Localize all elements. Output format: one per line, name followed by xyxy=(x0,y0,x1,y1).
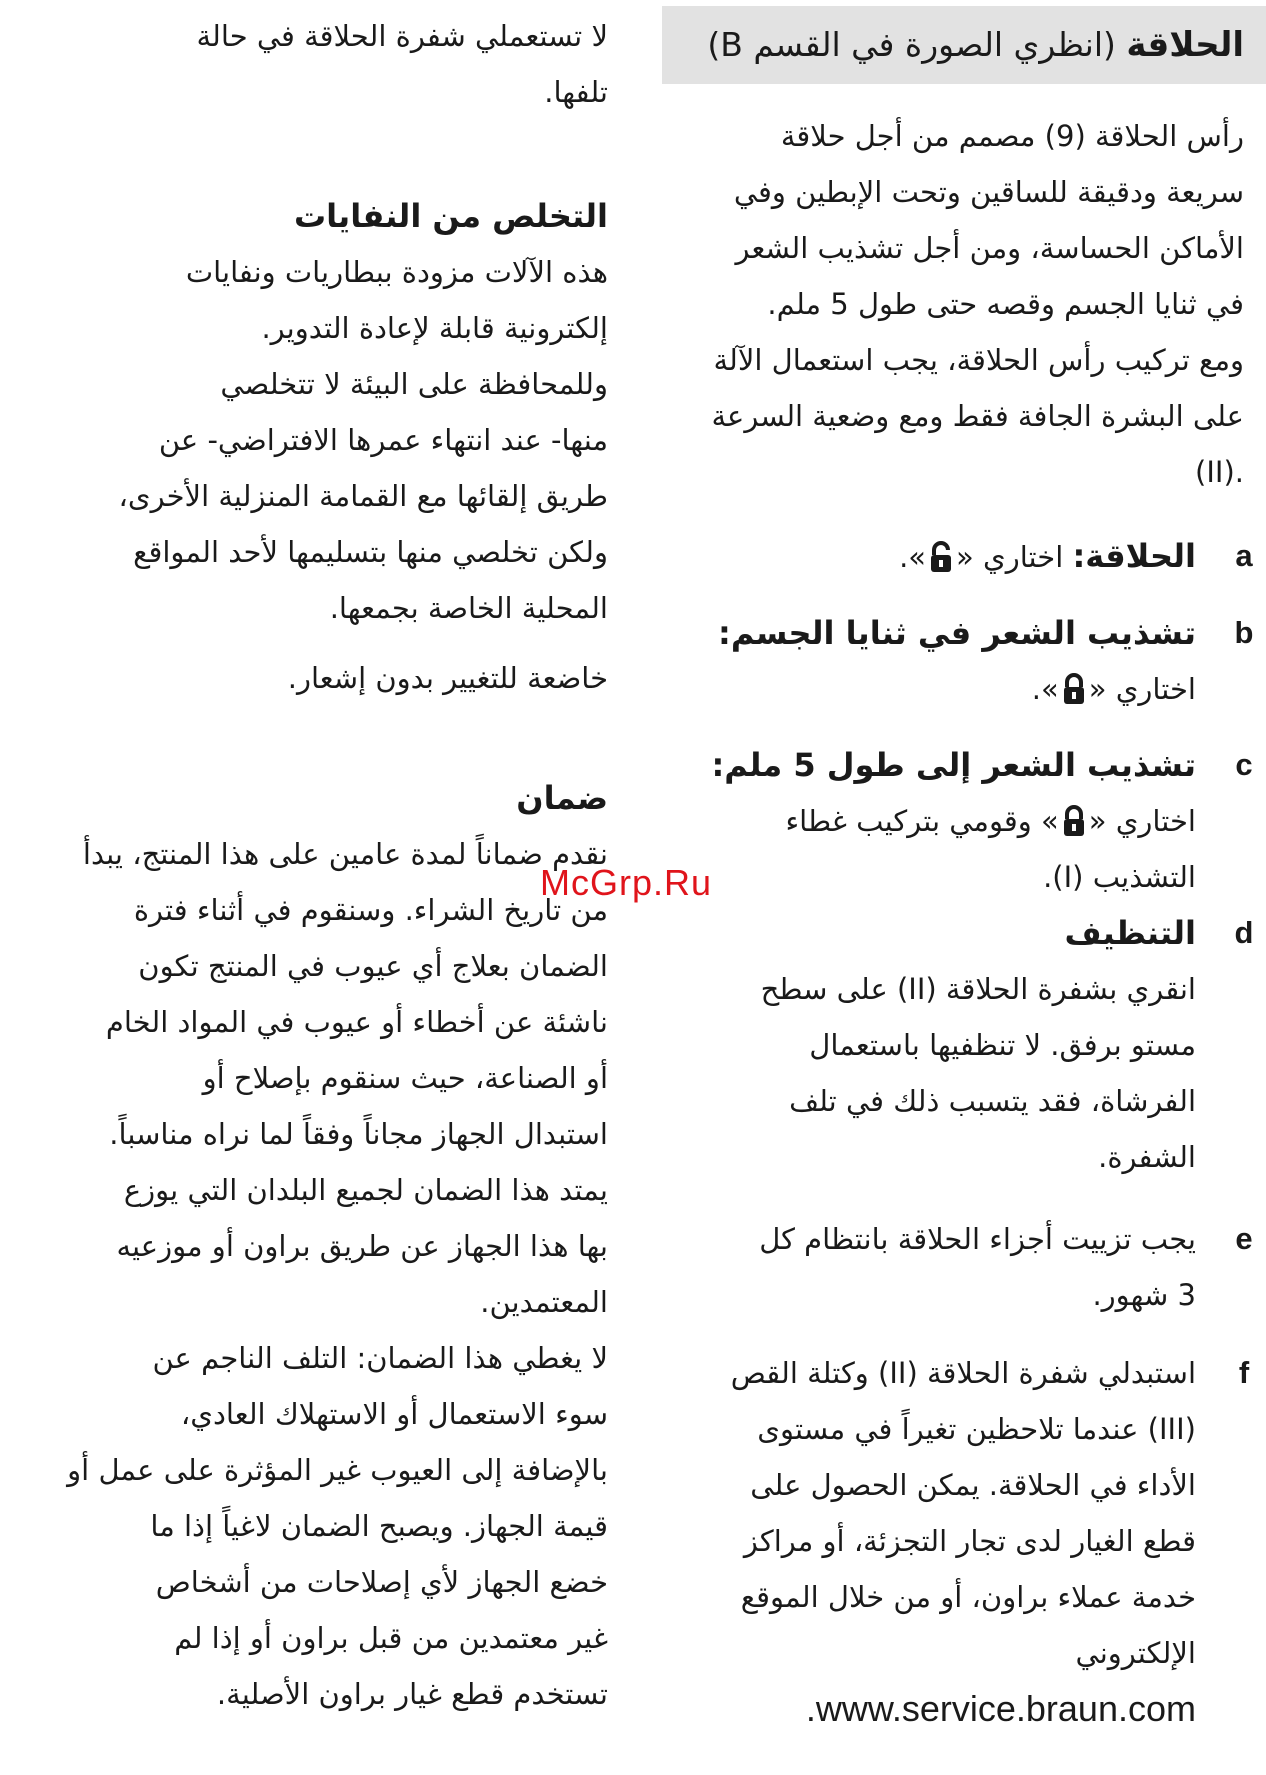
warranty-line: لا يغطي هذا الضمان: التلف الناجم عن xyxy=(152,1341,608,1375)
intro-line: رأس الحلاقة (9) مصمم من أجل حلاقة xyxy=(780,119,1244,153)
step-text: الشفرة. xyxy=(1098,1140,1196,1174)
warranty-line: خضع الجهاز لأي إصلاحات من أشخاص xyxy=(155,1565,608,1599)
step-title: الحلاقة: xyxy=(1072,537,1196,575)
disposal-title: التخلص من النفايات xyxy=(294,197,608,235)
disposal-line: إلكترونية قابلة لإعادة التدوير. xyxy=(261,311,608,345)
step-title: تشذيب الشعر في ثنايا الجسم: xyxy=(718,614,1196,652)
disposal-line: المحلية الخاصة بجمعها. xyxy=(329,591,608,625)
step-b xyxy=(662,605,1266,717)
intro-line: .(II) xyxy=(1195,455,1244,489)
intro-line: سريعة ودقيقة للساقين وتحت الإبطين وفي xyxy=(733,175,1244,209)
shaving-title: الحلاقة xyxy=(1126,25,1244,65)
warranty-line: يمتد هذا الضمان لجميع البلدان التي يوزع xyxy=(123,1173,608,1207)
blade-note xyxy=(0,8,608,120)
step-text: (III) عندما تلاحظين تغيراً في مستوى xyxy=(757,1412,1196,1446)
lock-icon xyxy=(1061,805,1087,837)
warranty-line: تستخدم قطع غيار براون الأصلية. xyxy=(216,1677,608,1711)
shaving-intro xyxy=(662,108,1266,500)
step-title: تشذيب الشعر إلى طول 5 ملم: xyxy=(711,746,1196,784)
left-column xyxy=(0,0,608,1722)
watermark: McGrp.Ru xyxy=(540,862,713,903)
step-title: التنظيف xyxy=(1064,914,1196,952)
warranty-line: أو الصناعة، حيث سنقوم بإصلاح أو xyxy=(202,1061,608,1095)
note-line: لا تستعملي شفرة الحلاقة في حالة xyxy=(196,19,608,53)
step-text: ». xyxy=(1031,672,1059,706)
step-text: الأداء في الحلاقة. يمكن الحصول على xyxy=(750,1468,1196,1502)
step-text: الإلكتروني xyxy=(1075,1636,1196,1670)
step-text: استبدلي شفرة الحلاقة (II) وكتلة القص xyxy=(730,1356,1196,1390)
shaving-reference: (انظري الصورة في القسم B) xyxy=(707,25,1116,64)
step-text: التشذيب (I). xyxy=(1043,860,1196,894)
step-letter: a xyxy=(1235,538,1253,573)
step-letter: f xyxy=(1238,1355,1250,1390)
step-d xyxy=(662,905,1266,1185)
step-text: خدمة عملاء براون، أو من خلال الموقع xyxy=(740,1580,1196,1614)
warranty-line: استبدال الجهاز مجاناً وفقاً لما نراه مناسباً. xyxy=(109,1117,608,1151)
warranty-line: بها هذا الجهاز عن طريق براون أو موزعيه xyxy=(116,1229,608,1263)
step-text: 3 شهور. xyxy=(1092,1278,1196,1312)
step-text: اختاري « xyxy=(956,540,1064,574)
service-url[interactable]: www.service.braun.com. xyxy=(805,1688,1196,1729)
step-text: قطع الغيار لدى تجار التجزئة، أو مراكز xyxy=(743,1524,1196,1558)
step-text: الفرشاة، فقد يتسبب ذلك في تلف xyxy=(789,1084,1196,1118)
warranty-line: غير معتمدين من قبل براون أو إذا لم xyxy=(174,1621,608,1655)
warranty-line: المعتمدين. xyxy=(480,1285,608,1319)
intro-line: في ثنايا الجسم وقصه حتى طول 5 ملم. xyxy=(767,287,1244,321)
shaving-section-header xyxy=(662,6,1266,84)
step-e xyxy=(662,1211,1266,1323)
warranty-line: من تاريخ الشراء. وسنقوم في أثناء فترة xyxy=(133,893,608,927)
note-line: تلفها. xyxy=(544,75,608,109)
step-text: انقري بشفرة الحلاقة (II) على سطح xyxy=(760,972,1196,1006)
warranty-line: الضمان بعلاج أي عيوب في المنتج تكون xyxy=(138,949,608,983)
warranty-line: قيمة الجهاز. ويصبح الضمان لاغياً إذا ما xyxy=(150,1509,608,1543)
intro-line: على البشرة الجافة فقط ومع وضعية السرعة xyxy=(711,399,1244,433)
step-text: ». xyxy=(899,540,927,574)
warranty-line: سوء الاستعمال أو الاستهلاك العادي، xyxy=(180,1397,608,1431)
step-letter: b xyxy=(1234,615,1254,650)
unlock-icon xyxy=(928,541,954,573)
warranty-section xyxy=(0,770,608,1722)
disposal-line: طريق إلقائها مع القمامة المنزلية الأخرى، xyxy=(118,479,608,513)
change-notice: خاضعة للتغيير بدون إشعار. xyxy=(287,661,608,695)
step-text: اختاري « xyxy=(1088,672,1196,706)
step-f xyxy=(662,1345,1266,1737)
step-text: يجب تزييت أجزاء الحلاقة بانتظام كل xyxy=(759,1222,1196,1256)
right-column xyxy=(662,0,1266,1737)
disposal-line: منها- عند انتهاء عمرها الافتراضي- عن xyxy=(158,423,608,457)
step-text: » وقومي بتركيب غطاء xyxy=(785,804,1059,838)
disposal-line: هذه الآلات مزودة ببطاريات ونفايات xyxy=(185,255,608,289)
lock-icon xyxy=(1061,673,1087,705)
step-letter: d xyxy=(1234,915,1254,950)
step-text: اختاري « xyxy=(1088,804,1196,838)
step-letter: e xyxy=(1235,1221,1253,1256)
step-text: مستو برفق. لا تنظفيها باستعمال xyxy=(809,1028,1196,1062)
warranty-line: ناشئة عن أخطاء أو عيوب في المواد الخام xyxy=(105,1005,608,1039)
disposal-section xyxy=(0,188,608,706)
step-a xyxy=(662,528,1266,585)
disposal-line: ولكن تخلصي منها بتسليمها لأحد المواقع xyxy=(133,535,608,569)
warranty-line: نقدم ضماناً لمدة عامين على هذا المنتج، يبدأ xyxy=(82,837,608,871)
disposal-line: وللمحافظة على البيئة لا تتخلصي xyxy=(220,367,608,401)
intro-line: ومع تركيب رأس الحلاقة، يجب استعمال الآلة xyxy=(713,343,1244,377)
intro-line: الأماكن الحساسة، ومن أجل تشذيب الشعر xyxy=(735,231,1244,265)
warranty-line: بالإضافة إلى العيوب غير المؤثرة على عمل أو xyxy=(67,1453,608,1487)
step-letter: c xyxy=(1235,747,1253,782)
step-c xyxy=(662,737,1266,905)
warranty-title: ضمان xyxy=(516,779,608,817)
